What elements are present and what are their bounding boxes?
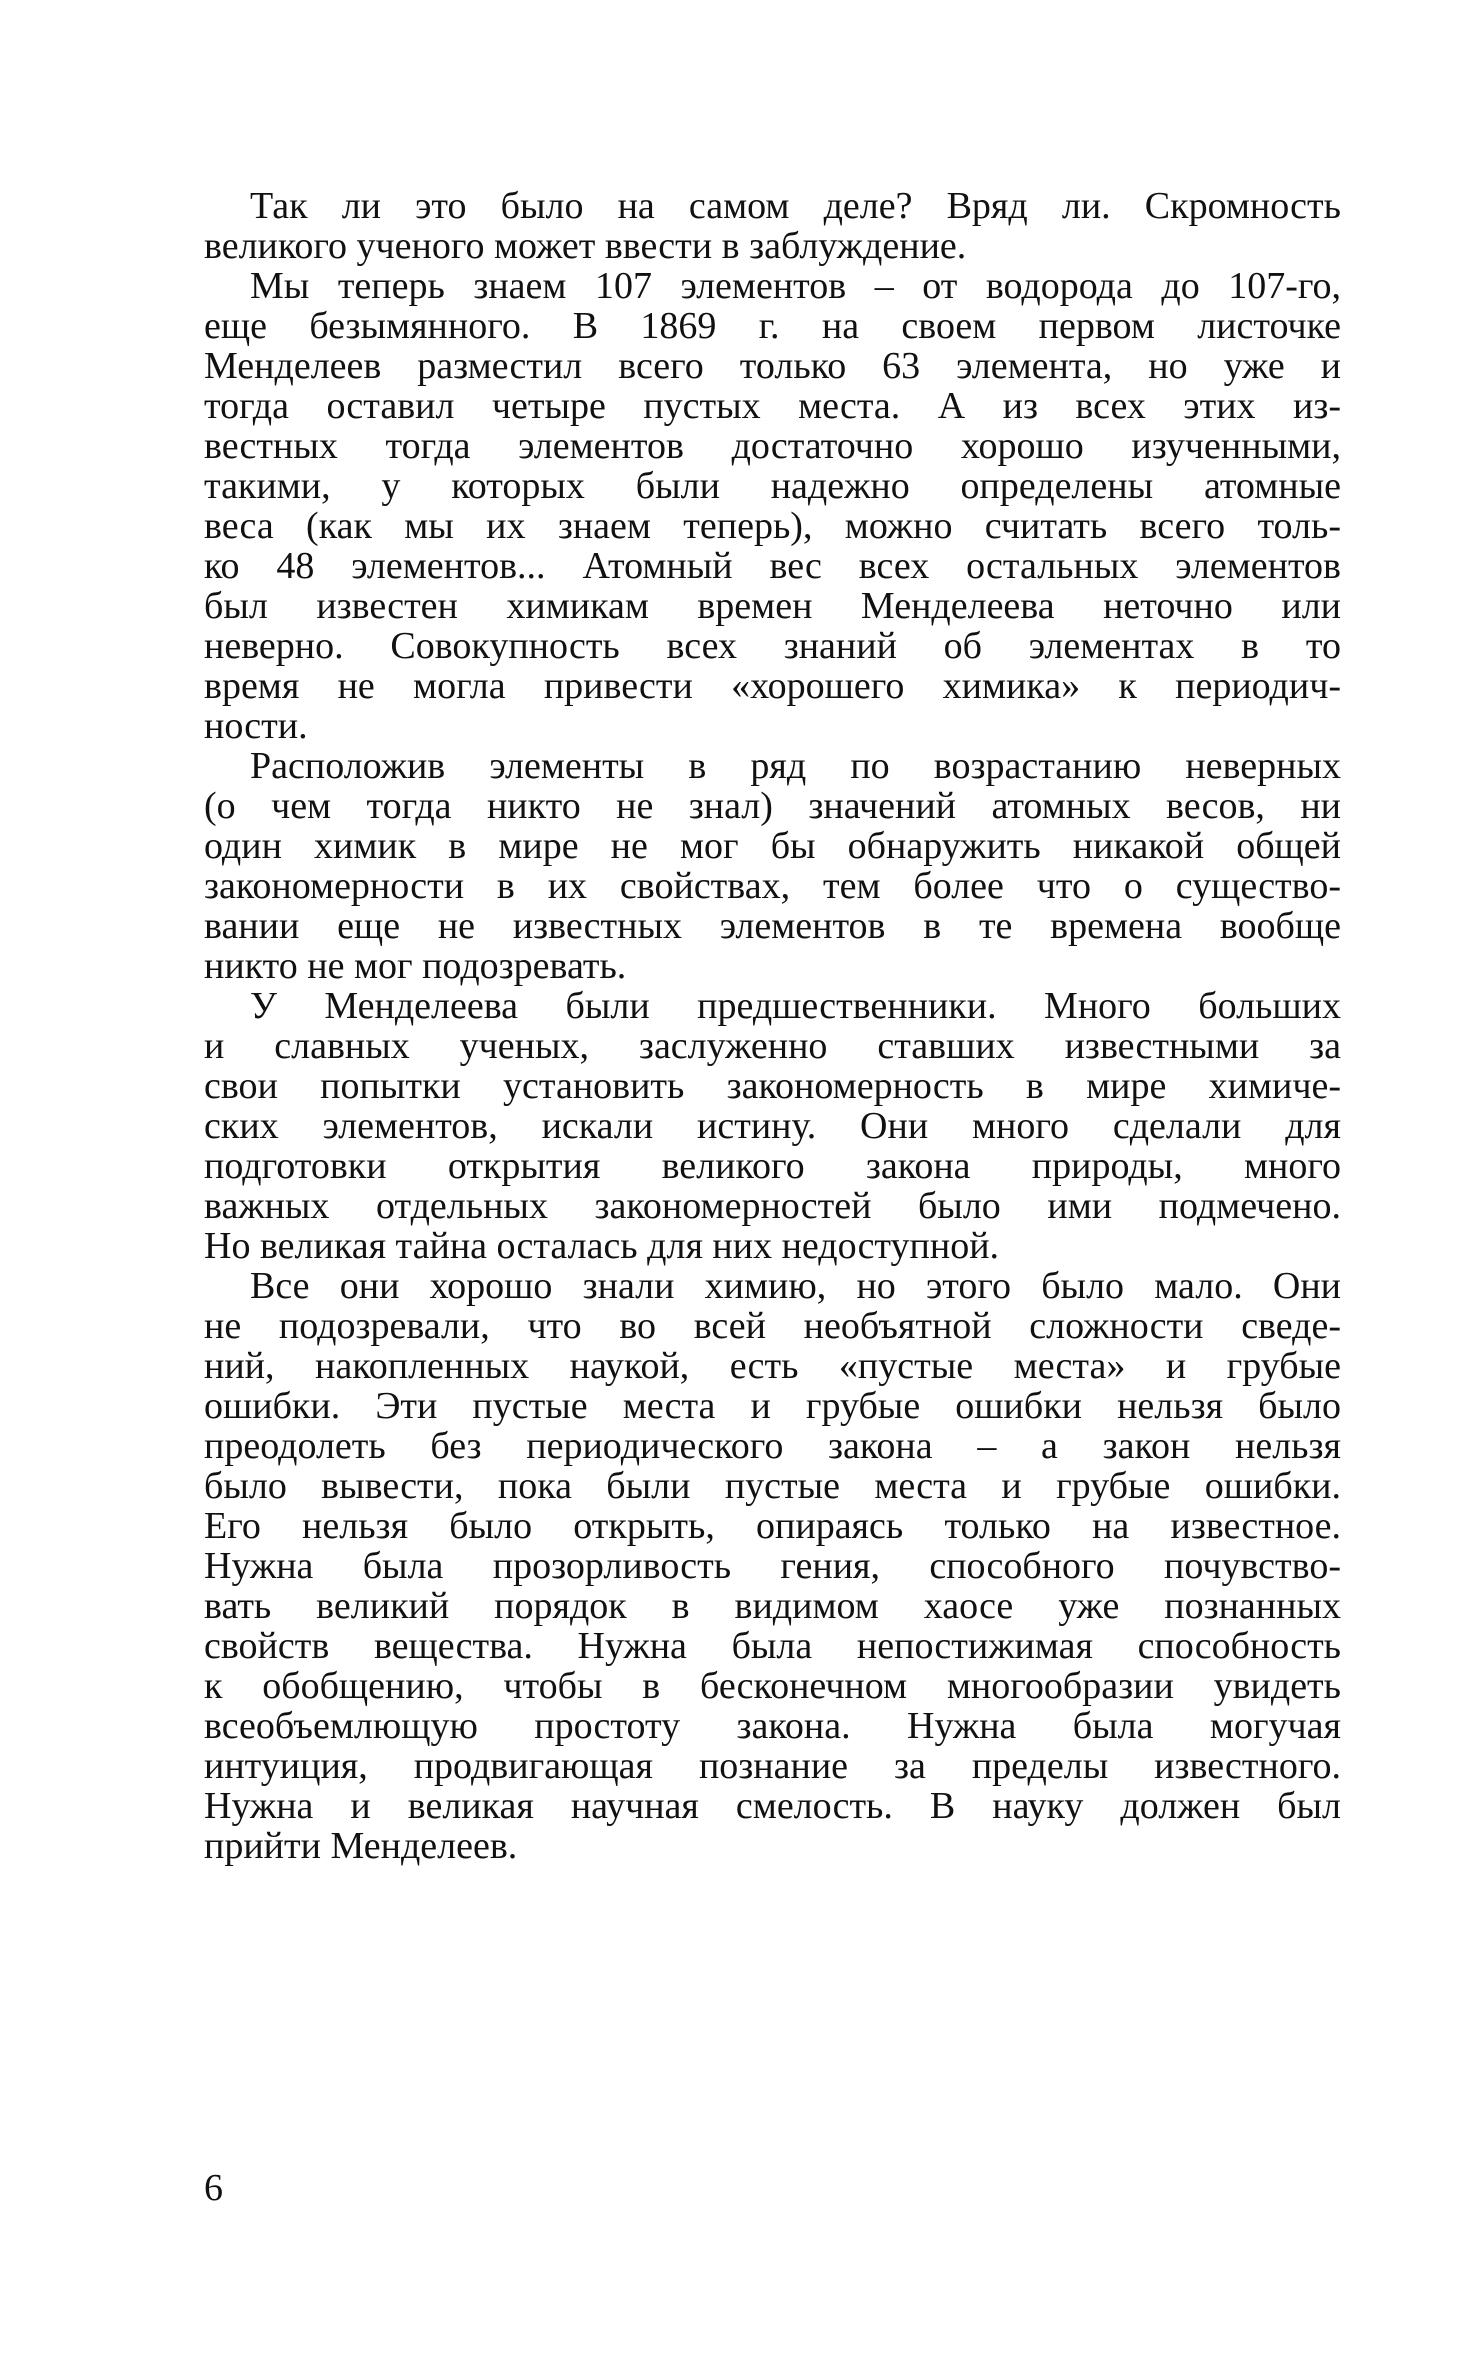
paragraph	[204, 986, 1341, 1266]
paragraph	[204, 1266, 1341, 1866]
text-line: подготовки открытия великого закона природы, много	[204, 1145, 1341, 1187]
text-line: Нужна и великая научная смелость. В науку должен был	[204, 1785, 1341, 1827]
text-line: свои попытки установить закономерность в мире химиче-	[204, 1065, 1341, 1107]
text-line: интуиция, продвигающая познание за пределы известного.	[204, 1745, 1341, 1787]
paragraph	[204, 746, 1341, 986]
text-line: было вывести, пока были пустые места и грубые ошибки.	[204, 1465, 1341, 1507]
text-line: Мы теперь знаем 107 элементов – от водорода до 107-го,	[250, 265, 1341, 307]
text-line: вании еще не известных элементов в те времена вообще	[204, 905, 1341, 947]
text-line: Но великая тайна осталась для них недоступной.	[204, 1225, 1000, 1267]
text-line: к обобщению, чтобы в бесконечном многообразии увидеть	[204, 1665, 1341, 1707]
text-line: один химик в мире не мог бы обнаружить никакой общей	[204, 825, 1341, 867]
text-line: Так ли это было на самом деле? Вряд ли. Скромность	[250, 185, 1341, 227]
text-line: ко 48 элементов... Атомный вес всех остальных элементов	[204, 545, 1341, 587]
text-line: Его нельзя было открыть, опираясь только на известное.	[204, 1505, 1341, 1547]
text-line: и славных ученых, заслуженно ставших известными за	[204, 1025, 1341, 1067]
text-line: (о чем тогда никто не знал) значений атомных весов, ни	[204, 785, 1341, 827]
text-line: такими, у которых были надежно определены атомные	[204, 465, 1341, 507]
text-line: У Менделеева были предшественники. Много больших	[250, 985, 1341, 1027]
text-line: ошибки. Эти пустые места и грубые ошибки нельзя было	[204, 1385, 1341, 1427]
text-line: свойств вещества. Нужна была непостижимая способность	[204, 1625, 1341, 1667]
text-line: вать великий порядок в видимом хаосе уже познанных	[204, 1585, 1341, 1627]
paragraph	[204, 186, 1341, 266]
text-line: всеобъемлющую простоту закона. Нужна была могучая	[204, 1705, 1341, 1747]
page-body-text	[204, 186, 1341, 1866]
text-line: тогда оставил четыре пустых места. А из всех этих из-	[204, 385, 1341, 427]
text-line: ности.	[204, 705, 308, 747]
text-line: важных отдельных закономерностей было ими подмечено.	[204, 1185, 1341, 1227]
text-line: Все они хорошо знали химию, но этого было мало. Они	[250, 1265, 1341, 1307]
text-line: преодолеть без периодического закона – а закон нельзя	[204, 1425, 1341, 1467]
text-line: закономерности в их свойствах, тем более что о существо-	[204, 865, 1341, 907]
text-line: Расположив элементы в ряд по возрастанию неверных	[250, 745, 1341, 787]
text-line: веса (как мы их знаем теперь), можно считать всего толь-	[204, 505, 1341, 547]
text-line: вестных тогда элементов достаточно хорошо изученными,	[204, 425, 1341, 467]
text-line: был известен химикам времен Менделеева неточно или	[204, 585, 1341, 627]
text-line: не подозревали, что во всей необъятной сложности сведе-	[204, 1305, 1341, 1347]
text-line: Нужна была прозорливость гения, способного почувство-	[204, 1545, 1341, 1587]
text-line: неверно. Совокупность всех знаний об элементах в то	[204, 625, 1341, 667]
text-line: ний, накопленных наукой, есть «пустые места» и грубые	[204, 1345, 1341, 1387]
text-line: ских элементов, искали истину. Они много сделали для	[204, 1105, 1341, 1147]
text-line: никто не мог подозревать.	[204, 945, 627, 987]
text-line: еще безымянного. В 1869 г. на своем первом листочке	[204, 305, 1341, 347]
text-line: время не могла привести «хорошего химика» к периодич-	[204, 665, 1341, 707]
text-line: Менделеев разместил всего только 63 элемента, но уже и	[204, 345, 1341, 387]
text-line: прийти Менделеев.	[204, 1825, 518, 1867]
text-line: великого ученого может ввести в заблуждение.	[204, 225, 967, 267]
paragraph	[204, 266, 1341, 746]
page-number: 6	[204, 2167, 223, 2209]
